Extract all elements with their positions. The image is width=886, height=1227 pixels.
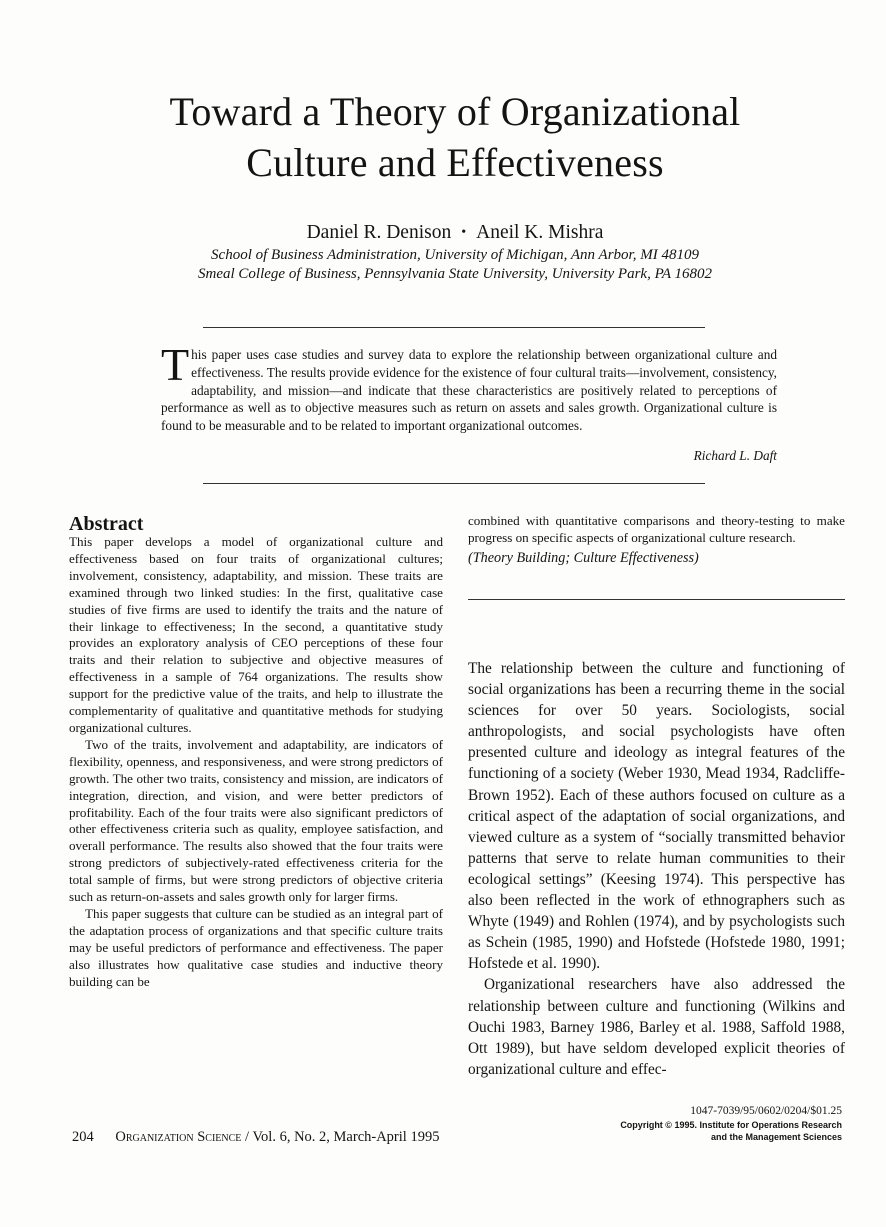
divider <box>203 483 705 484</box>
abstract-paragraph: Two of the traits, involvement and adaptability, are indicators of flexibility, openness, and responsiveness, and were strong predictors of growth. The other two traits, consistency and mission, are indicators of integration, direction, and vision, and were better predictors of profitability. Each of the four traits were also significant predictors of other effectiveness criteria such as quality, employee satisfaction, and overall performance. The results also showed that the four traits were strong predictors of subjectively-rated effectiveness criteria for the total sample of firms, but were strong predictors of objective criteria such as return-on-assets and sales growth only for larger firms. <box>69 736 443 905</box>
editor-summary <box>161 339 777 435</box>
copyright-notice: and the Management Sciences <box>710 1132 842 1142</box>
editor-summary-text: his paper uses case studies and survey data to explore the relationship between organizational culture and effectiveness. The results provide evidence for the existence of four cultural traits—involvement, consistency, adaptability, and mission—and indicate that these characteristics are positively related to perceptions of performance as well as to objective measures such as return on assets and sales growth. Organizational culture is found to be measurable and to be related to important organizational outcomes. <box>161 347 777 434</box>
keywords: (Theory Building; Culture Effectiveness) <box>468 550 699 566</box>
page-footer <box>72 1129 439 1146</box>
abstract-column <box>69 534 443 990</box>
page-number: 204 <box>72 1129 94 1145</box>
article-code: 1047-7039/95/0602/0204/$01.25 <box>690 1105 842 1117</box>
body-paragraph: The relationship between the culture and functioning of social organizations has been a recurring theme in the social sciences for over 50 years. Sociologists, social anthropologists, and social psychologists have often presented culture and ideology as integral features of the functioning of a society (Weber 1930, Mead 1934, Radcliffe-Brown 1952). Each of these authors focused on culture as a critical aspect of the adaptation of social organizations, and viewed culture as a system of “socially transmitted behavior patterns that serve to relate human communities to their ecological settings” (Keesing 1974). This perspective has also been reflected in the work of ethnographers such as Whyte (1949) and Rohlen (1974), and by psychologists such as Schein (1985, 1990) and Hofstede (Hofstede 1980, 1991; Hofstede et al. 1990). <box>468 660 845 973</box>
author-list <box>60 222 850 244</box>
editor-name: Richard L. Daft <box>693 448 777 463</box>
journal-name: Organization Science <box>115 1129 242 1145</box>
body-paragraph: Organizational researchers have also addressed the relationship between culture and functioning (Wilkins and Ouchi 1983, Barney 1986, Barley et al. 1988, Saffold 1988, Ott 1989), but have seldom developed explicit theories of organizational culture and effec- <box>468 976 845 1078</box>
divider <box>203 327 705 328</box>
title-line-1: Toward a Theory of Organizational <box>169 89 741 134</box>
abstract-paragraph: This paper suggests that culture can be studied as an integral part of the adaptation process of organizations and that specific culture traits may be useful predictors of performance and effectiveness. The paper also illustrates how qualitative case studies and inductive theory building can be <box>69 905 443 989</box>
affiliation: School of Business Administration, University of Michigan, Ann Arbor, MI 48109 <box>211 247 699 263</box>
body-column <box>468 658 845 1080</box>
title-line-2: Culture and Effectiveness <box>246 140 664 185</box>
abstract-heading: Abstract <box>69 513 144 535</box>
copyright-notice: Copyright © 1995. Institute for Operations Research <box>620 1120 842 1130</box>
abstract-continuation <box>468 513 845 567</box>
abstract-paragraph: combined with quantitative comparisons and theory-testing to make progress on specific aspects of organizational culture research. <box>468 513 845 545</box>
abstract-paragraph: This paper develops a model of organizational culture and effectiveness based on four traits of organizational cultures; involvement, consistency, adaptability, and mission. These traits are examined through two linked studies: In the first, qualitative case studies of five firms are used to identify the traits and the nature of their linkage to effectiveness; In the second, a quantitative study provides an exploratory analysis of CEO perceptions of these four traits and their relation to subjective and objective measures of effectiveness in a sample of 764 organizations. The results show support for the predictive value of the traits, and help to illustrate the complementarity of qualitative and quantitative methods for studying organizational cultures. <box>69 534 443 735</box>
author-name: Daniel R. Denison <box>306 222 452 243</box>
drop-cap: T <box>161 339 190 390</box>
paper-title <box>60 86 850 188</box>
author-name: Aneil K. Mishra <box>476 222 604 243</box>
author-separator: • <box>461 225 467 240</box>
journal-issue: / Vol. 6, No. 2, March-April 1995 <box>245 1129 440 1145</box>
affiliation: Smeal College of Business, Pennsylvania State University, University Park, PA 16802 <box>198 266 712 282</box>
divider <box>468 599 845 600</box>
